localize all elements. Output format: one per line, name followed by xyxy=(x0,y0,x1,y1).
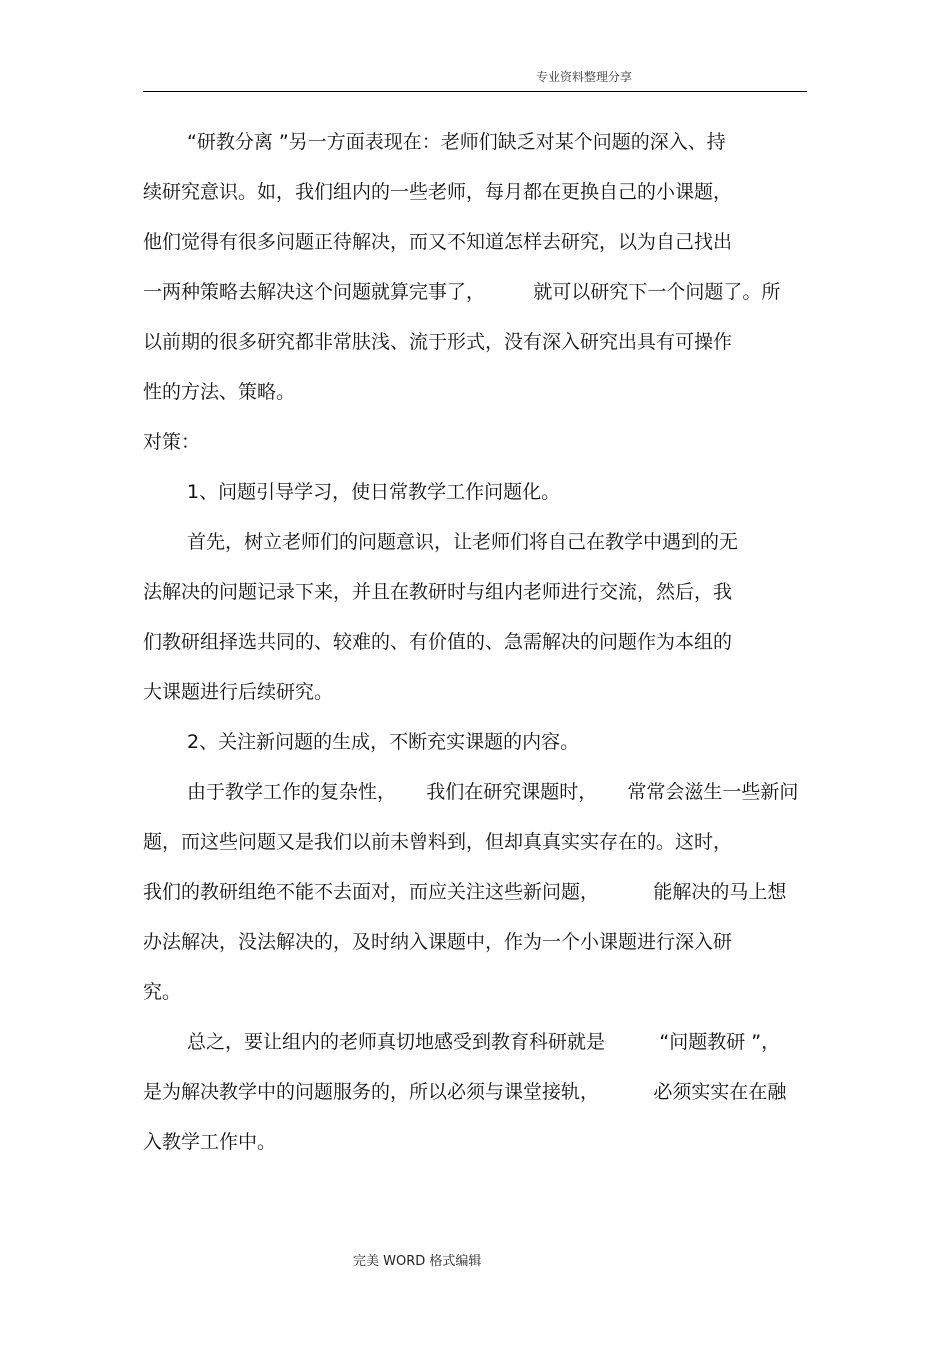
text-line: 总之，要让组内的老师真切地感受到教育科研就是 “问题教研 ”， xyxy=(187,1031,781,1053)
text-line: 一两种策略去解决这个问题就算完事了， 就可以研究下一个问题了。所 xyxy=(143,281,781,303)
text-line: 2、关注新问题的生成，不断充实课题的内容。 xyxy=(187,731,580,753)
header-rule xyxy=(143,91,807,92)
text-line: 1、问题引导学习，使日常教学工作问题化。 xyxy=(187,481,561,503)
text-line: 性的方法、策略。 xyxy=(143,381,296,403)
text-line: 题，而这些问题又是我们以前未曾料到，但却真真实实存在的。这时， xyxy=(143,831,733,853)
text-line: 由于教学工作的复杂性， 我们在研究课题时， 常常会滋生一些新问 xyxy=(187,781,799,803)
header-text: 专业资料整理分享 xyxy=(535,70,632,84)
text-line: 续研究意识。如，我们组内的一些老师，每月都在更换自己的小课题， xyxy=(143,181,733,203)
footer-text: 完美 WORD 格式编辑 xyxy=(353,1254,482,1269)
text-line: 是为解决教学中的问题服务的，所以必须与课堂接轨， 必须实实在在融 xyxy=(143,1081,787,1103)
text-line: 他们觉得有很多问题正待解决，而又不知道怎样去研究，以为自己找出 xyxy=(143,231,733,253)
text-line: 对策： xyxy=(143,431,201,453)
text-line: 首先，树立老师们的问题意识，让老师们将自己在教学中遇到的无 xyxy=(187,531,739,553)
text-line: 们教研组择选共同的、较难的、有价值的、急需解决的问题作为本组的 xyxy=(143,631,733,653)
text-line: 大课题进行后续研究。 xyxy=(143,681,334,703)
text-line: “研教分离 ”另一方面表现在：老师们缺乏对某个问题的深入、持 xyxy=(187,131,726,153)
text-line: 以前期的很多研究都非常肤浅、流于形式，没有深入研究出具有可操作 xyxy=(143,331,733,353)
text-line: 我们的教研组绝不能不去面对，而应关注这些新问题， 能解决的马上想 xyxy=(143,881,787,903)
text-line: 入教学工作中。 xyxy=(143,1131,277,1153)
text-line: 办法解决，没法解决的，及时纳入课题中，作为一个小课题进行深入研 xyxy=(143,931,733,953)
page-header xyxy=(0,0,950,92)
text-line: 法解决的问题记录下来，并且在教研时与组内老师进行交流，然后，我 xyxy=(143,581,733,603)
text-line: 究。 xyxy=(143,981,182,1003)
